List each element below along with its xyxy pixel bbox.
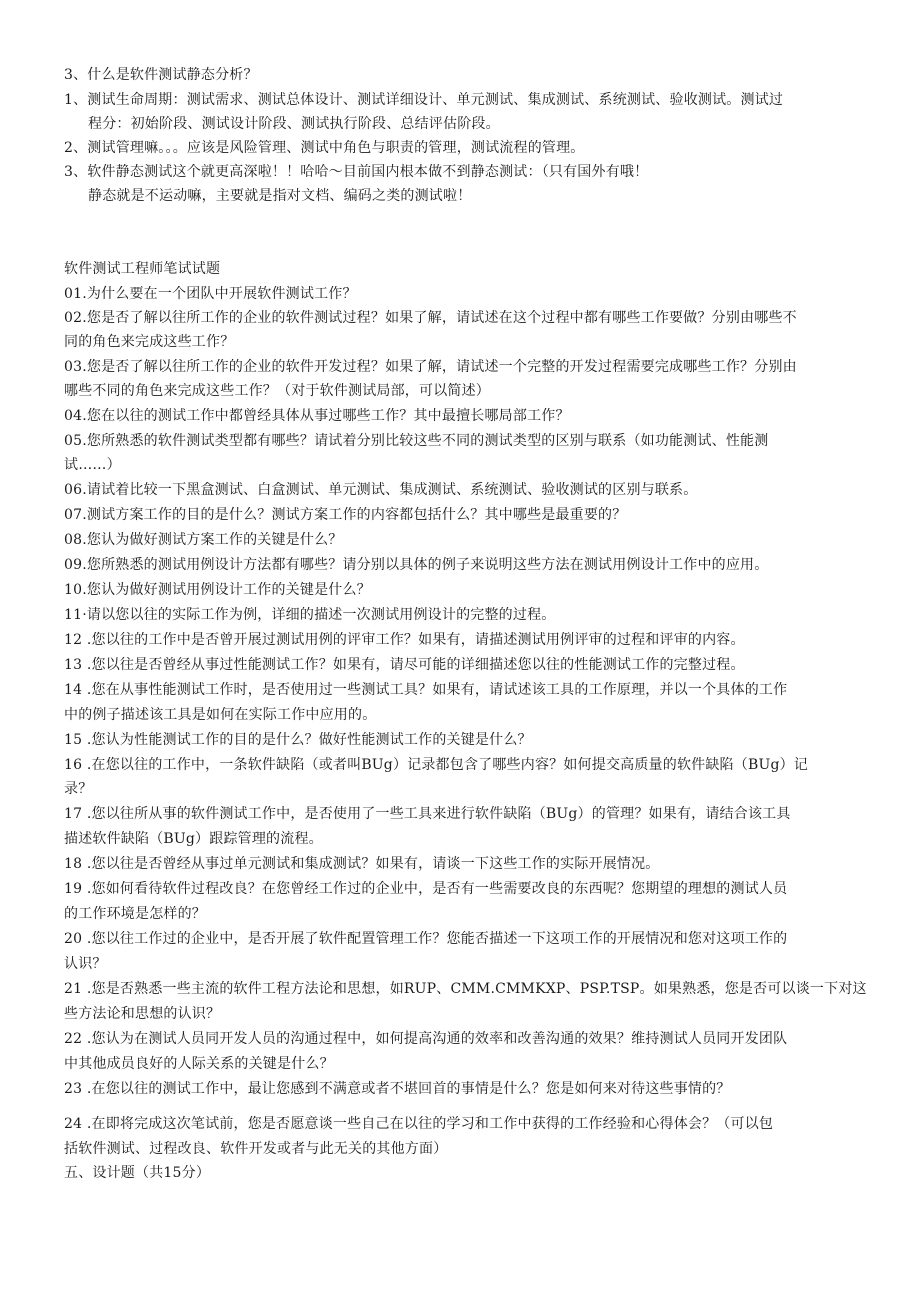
- question-03-line-1: 03.您是否了解以往所工作的企业的软件开发过程？如果了解，请试述一个完整的开发过程需要完成哪些工作？分别由: [64, 359, 797, 375]
- question-17-line-2: 描述软件缺陷（BUg）跟踪管理的流程。: [64, 831, 323, 847]
- answer-3-line-1: 3、软件静态测试这个就更高深啦！！哈哈〜目前国内根本做不到静态测试：（只有国外有哦！: [64, 164, 649, 180]
- question-16-line-2: 录？: [64, 781, 93, 797]
- question-15: 15 .您认为性能测试工作的目的是什么？做好性能测试工作的关键是什么？: [64, 732, 532, 748]
- question-05-line-1: 05.您所熟悉的软件测试类型都有哪些？请试着分别比较这些不同的测试类型的区别与联系（如功能测试、性能测: [64, 433, 769, 449]
- question-13: 13 .您以往是否曾经从事过性能测试工作？如果有，请尽可能的详细描述您以往的性能测试工作的完整过程。: [64, 657, 745, 673]
- question-18: 18 .您以往是否曾经从事过单元测试和集成测试？如果有，请谈一下这些工作的实际开展情况。: [64, 856, 660, 872]
- question-04: 04.您在以往的测试工作中都曾经具体从事过哪些工作？其中最擅长哪局部工作？: [64, 408, 570, 424]
- question-19-line-1: 19 .您如何看待软件过程改良？在您曾经工作过的企业中，是否有一些需要改良的东西呢？您期望的理想的测试人员: [64, 881, 788, 897]
- exam-title: 软件测试工程师笔试试题: [64, 261, 221, 277]
- question-24-line-1: 24 .在即将完成这次笔试前，您是否愿意谈一些自己在以往的学习和工作中获得的工作经验和心得体会？（可以包: [64, 1116, 774, 1132]
- answer-1-line-1: 1、测试生命周期：测试需求、测试总体设计、测试详细设计、单元测试、集成测试、系统测试、验收测试。测试过: [64, 92, 784, 108]
- question-07: 07.测试方案工作的目的是什么？测试方案工作的内容都包括什么？其中哪些是最重要的？: [64, 507, 627, 523]
- question-10: 10.您认为做好测试用例设计工作的关键是什么？: [64, 582, 371, 598]
- question-21-line-2: 些方法论和思想的认识？: [64, 1006, 221, 1022]
- question-20-line-2: 认识？: [64, 956, 107, 972]
- question-20-line-1: 20 .您以往工作过的企业中，是否开展了软件配置管理工作？您能否描述一下这项工作的开展情况和您对这项工作的: [64, 931, 788, 947]
- heading-static-analysis: 3、什么是软件测试静态分析？: [64, 67, 258, 83]
- answer-2: 2、测试管理嘛。。。应该是风险管理、测试中角色与职责的管理，测试流程的管理。: [64, 140, 585, 156]
- section-5-heading: 五、设计题（共15分）: [64, 1165, 211, 1181]
- question-02-line-2: 同的角色来完成这些工作？: [64, 334, 235, 350]
- question-14-line-2: 中的例子描述该工具是如何在实际工作中应用的。: [64, 707, 377, 723]
- question-24-line-2: 括软件测试、过程改良、软件开发或者与此无关的其他方面）: [64, 1141, 448, 1157]
- question-01: 01.为什么要在一个团队中开展软件测试工作？: [64, 286, 357, 302]
- answer-3-line-2: 静态就是不运动嘛，主要就是指对文档、编码之类的测试啦！: [88, 188, 472, 204]
- question-02-line-1: 02.您是否了解以往所工作的企业的软件测试过程？如果了解，请试述在这个过程中都有哪些工作要做？分别由哪些不: [64, 310, 797, 326]
- question-23: 23 .在您以往的测试工作中，最让您感到不满意或者不堪回首的事情是什么？您是如何来对待这些事情的？: [64, 1081, 731, 1097]
- question-19-line-2: 的工作环境是怎样的？: [64, 906, 206, 922]
- question-11: 11·请以您以往的实际工作为例，详细的描述一次测试用例设计的完整的过程。: [64, 607, 556, 623]
- question-22-line-1: 22 .您认为在测试人员同开发人员的沟通过程中，如何提高沟通的效率和改善沟通的效果？维持测试人员同开发团队: [64, 1031, 788, 1047]
- question-17-line-1: 17 .您以往所从事的软件测试工作中，是否使用了一些工具来进行软件缺陷（BUg）的管理？如果有，请结合该工具: [64, 806, 791, 822]
- question-16-line-1: 16 .在您以往的工作中，一条软件缺陷（或者叫BUg）记录都包含了哪些内容？如何提交高质量的软件缺陷（BUg）记: [64, 757, 809, 773]
- question-08: 08.您认为做好测试方案工作的关键是什么？: [64, 532, 343, 548]
- question-14-line-1: 14 .您在从事性能测试工作时，是否使用过一些测试工具？如果有，请试述该工具的工作原理，并以一个具体的工作: [64, 682, 788, 698]
- question-22-line-2: 中其他成员良好的人际关系的关键是什么？: [64, 1056, 334, 1072]
- question-03-line-2: 哪些不同的角色来完成这些工作？（对于软件测试局部，可以简述）: [64, 383, 490, 399]
- question-09: 09.您所熟悉的测试用例设计方法都有哪些？请分别以具体的例子来说明这些方法在测试用例设计工作中的应用。: [64, 557, 769, 573]
- answer-1-line-2: 程分：初始阶段、测试设计阶段、测试执行阶段、总结评估阶段。: [88, 116, 500, 132]
- question-05-line-2: 试……）: [64, 457, 121, 473]
- question-12: 12 .您以往的工作中是否曾开展过测试用例的评审工作？如果有，请描述测试用例评审的过程和评审的内容。: [64, 632, 745, 648]
- question-06: 06.请试着比较一下黑盒测试、白盒测试、单元测试、集成测试、系统测试、验收测试的区别与联系。: [64, 482, 698, 498]
- question-21-line-1: 21 .您是否熟悉一些主流的软件工程方法论和思想，如RUP、CMM.CMMKXP、PSP.TSP。如果熟悉，您是否可以谈一下对这: [64, 981, 867, 997]
